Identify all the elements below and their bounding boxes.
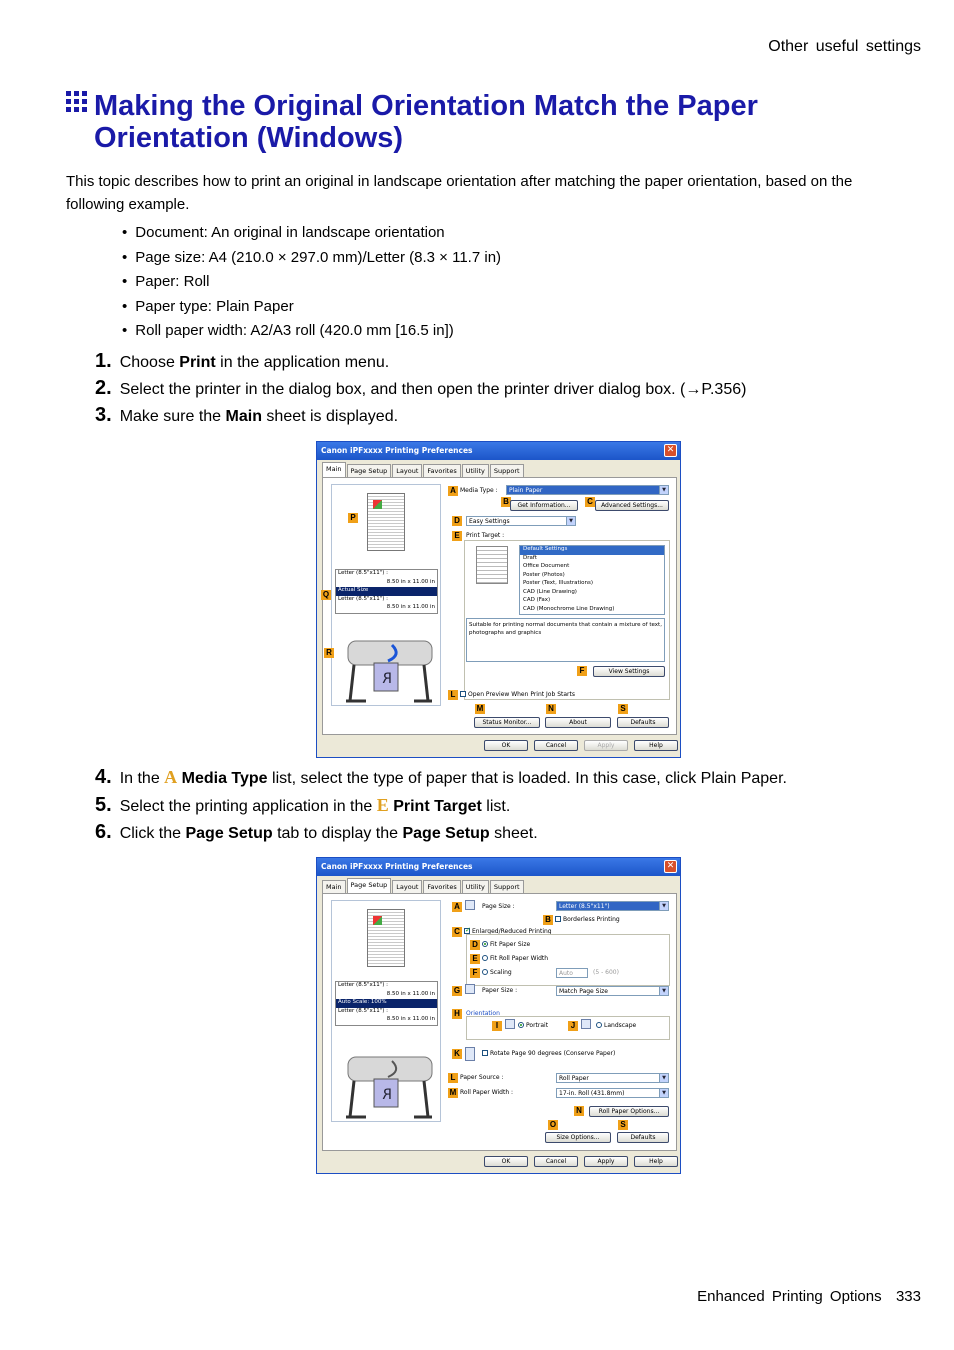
example-list — [122, 221, 501, 344]
tab-layout[interactable]: Layout — [392, 880, 422, 893]
step-6: 6. Click the Page Setup tab to display the Page Setup sheet. — [95, 821, 538, 843]
tab-page-setup[interactable]: Page Setup — [347, 464, 392, 477]
marker-n: N — [574, 1106, 584, 1116]
tab-bar — [322, 880, 525, 893]
page-footer — [697, 1288, 921, 1305]
sheet-pane — [322, 477, 677, 735]
preview-panel — [331, 900, 441, 1122]
ok-button[interactable]: OK — [484, 740, 528, 751]
defaults-button[interactable]: Defaults — [617, 717, 669, 728]
marker-m: M — [476, 704, 484, 713]
landscape-icon — [581, 1019, 591, 1029]
page-title — [66, 90, 866, 154]
apply-button[interactable]: Apply — [584, 1156, 628, 1167]
fit-roll-width-radio[interactable]: Fit Roll Paper Width — [482, 955, 548, 962]
advanced-settings-button[interactable]: Advanced Settings... — [595, 500, 669, 511]
page-size-icon — [465, 900, 475, 910]
svg-text:R: R — [382, 671, 392, 687]
marker-d: D — [470, 940, 480, 950]
size-info: Letter (8.5"x11") : 8.50 in x 11.00 in Actual Size Letter (8.5"x11") : 8.50 in x 11.00 in — [335, 569, 438, 614]
rotate-page-checkbox[interactable]: Rotate Page 90 degrees (Conserve Paper) — [482, 1050, 615, 1057]
marker-p: P — [348, 513, 358, 523]
paper-size-label: Paper Size : — [482, 987, 518, 994]
size-info: Letter (8.5"x11") : 8.50 in x 11.00 in Auto Scale: 100% Letter (8.5"x11") : 8.50 in x 11.00 in — [335, 981, 438, 1026]
help-button[interactable]: Help — [634, 740, 678, 751]
title-line-2: Orientation (Windows) — [94, 122, 404, 154]
marker-f: F — [577, 666, 587, 676]
tab-favorites[interactable]: Favorites — [423, 880, 460, 893]
open-preview-checkbox[interactable]: Open Preview When Print Job Starts — [460, 691, 575, 698]
list-item[interactable]: Poster (Text, Illustrations) — [523, 580, 594, 586]
marker-d: D — [452, 516, 462, 526]
intro-paragraph: This topic describes how to print an original in landscape orientation after matching the paper orientation, based on the following example. — [66, 173, 853, 213]
tab-main[interactable]: Main — [322, 462, 346, 477]
marker-f: F — [470, 968, 480, 978]
marker-n: N — [546, 704, 556, 714]
list-item: • Document: An original in landscape orientation — [122, 221, 501, 246]
media-type-label: Media Type : — [460, 487, 498, 494]
main-sheet-dialog — [316, 441, 681, 758]
marker-h: H — [452, 1009, 462, 1019]
list-item: • Page size: A4 (210.0 × 297.0 mm)/Letter (8.3 × 11.7 in) — [122, 246, 501, 271]
svg-text:R: R — [382, 1087, 392, 1103]
marker-r: R — [324, 648, 334, 658]
page-size-select[interactable]: Letter (8.5"x11") ▼ — [556, 901, 669, 911]
marker-k: K — [452, 1049, 462, 1059]
printer-icon — [344, 635, 434, 705]
list-item: • Paper type: Plain Paper — [122, 295, 501, 320]
paper-source-select[interactable]: Roll Paper ▼ — [556, 1073, 669, 1083]
printer-icon — [344, 1051, 434, 1121]
list-item: • Roll paper width: A2/A3 roll (420.0 mm [16.5 in]) — [122, 319, 501, 344]
marker-l: L — [448, 1073, 458, 1083]
list-item[interactable]: Poster (Photos) — [523, 571, 565, 578]
page-setup-dialog — [316, 857, 681, 1174]
marker-s: S — [618, 1120, 628, 1130]
marker-s: S — [618, 704, 628, 714]
list-item[interactable]: CAD (Monochrome Line Drawing) — [523, 605, 615, 612]
tab-favorites[interactable]: Favorites — [423, 464, 460, 477]
marker-b: B — [543, 915, 553, 925]
paper-source-label: Paper Source : — [460, 1074, 504, 1081]
borderless-checkbox[interactable]: Borderless Printing — [555, 916, 620, 923]
footer-section: Enhanced Printing Options — [697, 1288, 882, 1305]
scaling-range: (5 - 600) — [593, 969, 619, 976]
paper-size-select[interactable]: Match Page Size ▼ — [556, 986, 669, 996]
view-settings-button[interactable]: View Settings — [593, 666, 665, 677]
list-item[interactable]: Default Settings — [520, 546, 664, 555]
page-size-label: Page Size : — [482, 903, 515, 910]
get-information-button[interactable]: Get Information... — [510, 500, 578, 511]
marker-c: C — [585, 497, 595, 507]
easy-settings-select[interactable]: Easy Settings ▼ — [466, 516, 576, 526]
target-thumbnail — [476, 546, 508, 584]
tab-main[interactable]: Main — [322, 880, 346, 893]
help-button[interactable]: Help — [634, 1156, 678, 1167]
sheet-pane — [322, 893, 677, 1151]
marker-i: I — [492, 1021, 502, 1031]
marker-q: Q — [322, 590, 330, 599]
title-line-1: Making the Original Orientation Match the Paper — [94, 90, 758, 122]
running-header: Other useful settings — [768, 38, 921, 55]
tab-layout[interactable]: Layout — [392, 464, 422, 477]
defaults-button[interactable]: Defaults — [617, 1132, 669, 1143]
step-2: 2. Select the printer in the dialog box, and then open the printer driver dialog box. (→P.356) — [95, 377, 747, 399]
step-5: 5. Select the printing application in the E Print Target list. — [95, 794, 511, 816]
scaling-radio[interactable]: Scaling — [482, 969, 512, 976]
rotate-icon — [465, 1047, 475, 1061]
apply-button[interactable]: Apply — [584, 740, 628, 751]
list-item[interactable]: CAD (Fax) — [523, 597, 551, 603]
dialog-titlebar: Canon iPFxxxx Printing Preferences ✕ — [317, 858, 680, 876]
page-preview — [367, 493, 405, 551]
step-4: 4. In the A Media Type list, select the type of paper that is loaded. In this case, click Plain Paper. — [95, 766, 787, 788]
marker-a: A — [452, 902, 462, 912]
list-item[interactable]: Office Document — [523, 563, 570, 569]
page-preview — [367, 909, 405, 967]
marker-e: E — [452, 531, 462, 541]
enlarged-checkbox[interactable]: ✓ Enlarged/Reduced Printing — [464, 928, 552, 935]
tab-support[interactable]: Support — [490, 464, 524, 477]
marker-e: E — [470, 954, 480, 964]
landscape-radio[interactable]: Landscape — [596, 1022, 636, 1029]
tab-utility[interactable]: Utility — [462, 880, 489, 893]
ok-button[interactable]: OK — [484, 1156, 528, 1167]
marker-a: A — [448, 486, 458, 496]
marker-b: B — [501, 497, 511, 507]
portrait-radio[interactable]: Portrait — [518, 1022, 548, 1029]
marker-l: L — [448, 690, 458, 700]
step-3: 3. Make sure the Main sheet is displayed. — [95, 404, 399, 426]
cancel-button[interactable]: Cancel — [534, 740, 578, 751]
media-type-select[interactable]: Plain Paper ▼ — [506, 485, 669, 495]
roll-width-label: Roll Paper Width : — [460, 1089, 514, 1096]
cancel-button[interactable]: Cancel — [534, 1156, 578, 1167]
scaling-input[interactable]: Auto — [556, 968, 588, 978]
fit-paper-size-radio[interactable]: Fit Paper Size — [482, 941, 530, 948]
print-target-label: Print Target : — [466, 532, 505, 539]
list-item[interactable]: Draft — [523, 554, 537, 561]
target-description: Suitable for printing normal documents that contain a mixture of text, photographs and graphics — [466, 618, 665, 662]
roll-paper-options-button[interactable]: Roll Paper Options... — [589, 1106, 669, 1117]
step-1: 1. Choose Print in the application menu. — [95, 350, 390, 372]
marker-g: G — [453, 986, 461, 995]
list-item: • Paper: Roll — [122, 270, 501, 295]
status-monitor-button[interactable]: Status Monitor... — [474, 717, 540, 728]
list-item[interactable]: CAD (Line Drawing) — [523, 588, 577, 595]
about-button[interactable]: About — [545, 717, 611, 728]
marker-j: J — [568, 1021, 578, 1031]
tab-utility[interactable]: Utility — [462, 464, 489, 477]
dialog-titlebar: Canon iPFxxxx Printing Preferences ✕ — [317, 442, 680, 460]
print-target-list[interactable] — [519, 545, 665, 615]
orientation-label: Orientation — [466, 1010, 500, 1017]
tab-support[interactable]: Support — [490, 880, 524, 893]
tab-bar — [322, 464, 525, 477]
marker-o: O — [549, 1120, 557, 1129]
close-icon[interactable]: ✕ — [664, 444, 677, 457]
roll-width-select[interactable]: 17-in. Roll (431.8mm) ▼ — [556, 1088, 669, 1098]
grid-icon — [66, 91, 88, 113]
tab-page-setup[interactable]: Page Setup — [347, 878, 392, 893]
page-number: 333 — [895, 1288, 921, 1305]
portrait-icon — [505, 1019, 515, 1029]
marker-m: M — [449, 1088, 457, 1097]
size-options-button[interactable]: Size Options... — [545, 1132, 611, 1143]
paper-size-icon — [465, 984, 475, 994]
marker-c: C — [452, 927, 462, 937]
close-icon[interactable]: ✕ — [664, 860, 677, 873]
